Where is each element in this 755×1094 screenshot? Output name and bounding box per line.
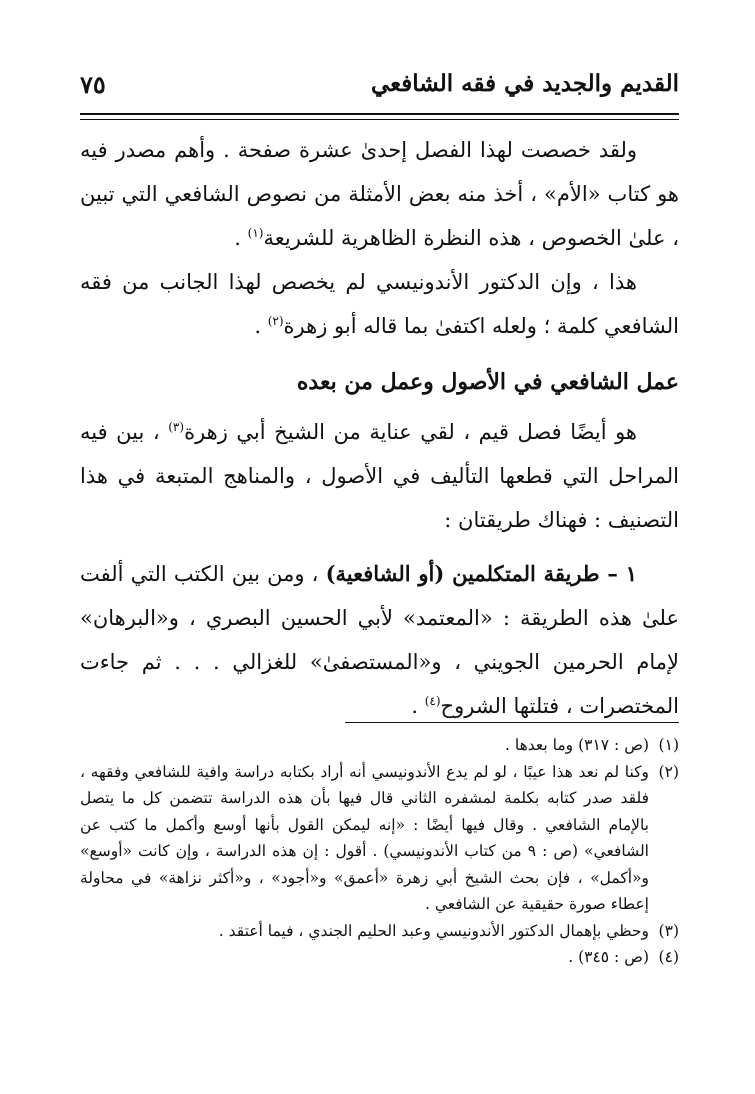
footnote-4	[80, 944, 679, 971]
footnote-2	[80, 759, 679, 918]
footnote-text: وكنا لم نعد هذا عيبًا ، لو لم يدع الأندونيسي أنه أراد بكتابه دراسة وافية للشافعي وفقهه ، فلقد صدر كتابه بكلمة لمشفره الثاني قال فيها بأن هذه الدراسة تتضمن كل ما يتصل بالإمام الشافعي . وقال فيها أيضًا : «إنه ليمكن القول بأنها أوسع وأكمل ما كتب عن الشافعي» (ص : ٩ من كتاب الأندونيسي) . أقول : إن هذه الدراسة ، وإن كانت «أوسع» و«أكمل» ، فإن بحث الشيخ أبي زهرة «أعمق» و«أجود» ، و«أكثر نزاهة» في محاولة إعطاء صورة حقيقية عن الشافعي .	[80, 762, 649, 913]
page-header	[80, 66, 679, 110]
paragraph-3-end: ، بين فيه المراحل التي قطعها التأليف في الأصول ، والمناهج المتبعة في هذا التصنيف : فهناك طريقتان :	[80, 420, 679, 532]
section-heading: عمل الشافعي في الأصول وعمل من بعده	[296, 369, 679, 395]
paragraph-4	[80, 552, 679, 728]
header-rule	[80, 113, 679, 120]
footnote-ref-4: (٤)	[424, 694, 441, 708]
paragraph-1-text: ولقد خصصت لهذا الفصل إحدىٰ عشرة صفحة . وأهم مصدر فيه هو كتاب «الأم» ، أخذ منه بعض الأمثلة من نصوص الشافعي التي تبين ، علىٰ الخصوص ، هذه النظرة الظاهرية للشريعة	[80, 138, 679, 250]
footnote-text: (ص : ٣١٧) وما بعدها .	[505, 736, 649, 754]
paragraph-1	[80, 128, 679, 260]
paragraph-3	[80, 410, 679, 542]
footnotes	[80, 732, 679, 971]
footnote-1	[80, 732, 679, 759]
main-text	[80, 128, 679, 728]
footnote-text: وحظي بإهمال الدكتور الأندونيسي وعبد الحليم الجندي ، فيما أعتقد .	[218, 921, 649, 940]
footnote-3	[80, 918, 679, 945]
footnote-number: (١)	[658, 736, 679, 754]
footnote-ref-3: (٣)	[168, 420, 185, 434]
footnote-ref-2: (٢)	[267, 314, 284, 328]
method-title: ١ – طريقة المتكلمين (أو الشافعية)	[325, 561, 637, 586]
footnote-number: (٣)	[658, 921, 679, 940]
paragraph-4-end: .	[411, 694, 425, 718]
running-title: القديم والجديد في فقه الشافعي	[370, 70, 679, 97]
paragraph-2-end: .	[254, 314, 268, 338]
footnote-separator	[345, 722, 679, 723]
paragraph-1-end: .	[234, 226, 248, 250]
footnote-number: (٢)	[658, 762, 679, 781]
paragraph-3-text: هو أيضًا فصل قيم ، لقي عناية من الشيخ أبي زهرة	[184, 420, 637, 444]
footnote-number: (٤)	[658, 948, 679, 966]
paragraph-4-text: ، ومن بين الكتب التي ألفت علىٰ هذه الطريقة : «المعتمد» لأبي الحسين البصري ، و«البرهان» لإمام الحرمين الجويني ، و«المستصفىٰ» للغزالي . . . ثم جاءت المختصرات ، فتلتها الشروح	[80, 562, 679, 718]
footnote-text: (ص : ٣٤٥) .	[568, 948, 649, 966]
footnote-ref-1: (١)	[247, 226, 264, 240]
paragraph-2-text: هذا ، وإن الدكتور الأندونيسي لم يخصص لهذا الجانب من فقه الشافعي كلمة ؛ ولعله اكتفىٰ بما قاله أبو زهرة	[80, 270, 679, 338]
page-number: ٧٥	[80, 70, 106, 99]
paragraph-2	[80, 260, 679, 348]
